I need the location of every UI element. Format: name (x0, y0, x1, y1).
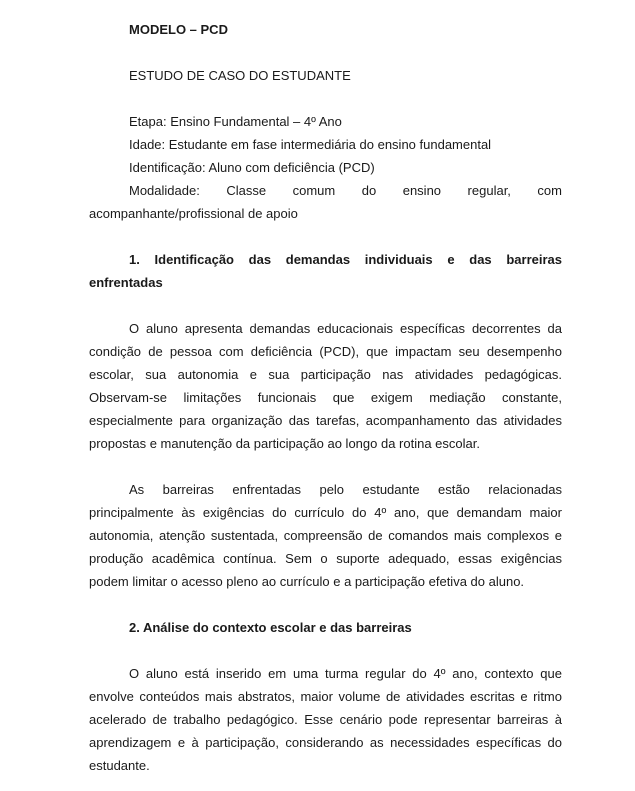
paragraph-line: principalmente às exigências do currículo do 4º ano, que demandam maior (89, 505, 562, 520)
paragraph-line: estudante. (89, 758, 150, 773)
paragraph-line: produção acadêmica contínua. Sem o suporte adequado, essas exigências (89, 551, 562, 566)
info-line-modalidade: Modalidade: Classe comum do ensino regular, com (129, 183, 562, 198)
paragraph-line: escolar, sua autonomia e sua participação nas atividades pedagógicas. (89, 367, 562, 382)
info-line-identificacao: Identificação: Aluno com deficiência (PCD) (129, 160, 375, 175)
paragraph-line: autonomia, atenção sustentada, compreensão de comandos mais complexos e (89, 528, 562, 543)
paragraph-line: condição de pessoa com deficiência (PCD), que impactam seu desempenho (89, 344, 562, 359)
paragraph-line: propostas e manutenção da participação ao longo da rotina escolar. (89, 436, 480, 451)
paragraph-line: especialmente para organização das tarefas, acompanhamento das atividades (89, 413, 562, 428)
document-title: MODELO – PCD (129, 22, 228, 37)
paragraph-line: Observam-se limitações funcionais que exigem mediação constante, (89, 390, 562, 405)
info-line-modalidade-cont: acompanhante/profissional de apoio (89, 206, 298, 221)
section1-heading: 1. Identificação das demandas individuais e das barreiras (129, 252, 562, 267)
paragraph-line: O aluno está inserido em uma turma regular do 4º ano, contexto que (129, 666, 562, 681)
paragraph-line: podem limitar o acesso pleno ao currículo e a participação efetiva do aluno. (89, 574, 525, 589)
paragraph-line: As barreiras enfrentadas pelo estudante estão relacionadas (129, 482, 562, 497)
paragraph-line: O aluno apresenta demandas educacionais específicas decorrentes da (129, 321, 562, 336)
paragraph-line: envolve conteúdos mais abstratos, maior volume de atividades escritas e ritmo (89, 689, 562, 704)
paragraph-line: acelerado de trabalho pedagógico. Esse cenário pode representar barreiras à (89, 712, 562, 727)
info-line-etapa: Etapa: Ensino Fundamental – 4º Ano (129, 114, 342, 129)
info-line-idade: Idade: Estudante em fase intermediária do ensino fundamental (129, 137, 492, 152)
paragraph-line: aprendizagem e à participação, considerando as necessidades específicas do (89, 735, 562, 750)
document-subtitle: ESTUDO DE CASO DO ESTUDANTE (129, 68, 351, 83)
section2-heading: 2. Análise do contexto escolar e das barreiras (129, 620, 412, 635)
section1-heading-cont: enfrentadas (89, 275, 163, 290)
